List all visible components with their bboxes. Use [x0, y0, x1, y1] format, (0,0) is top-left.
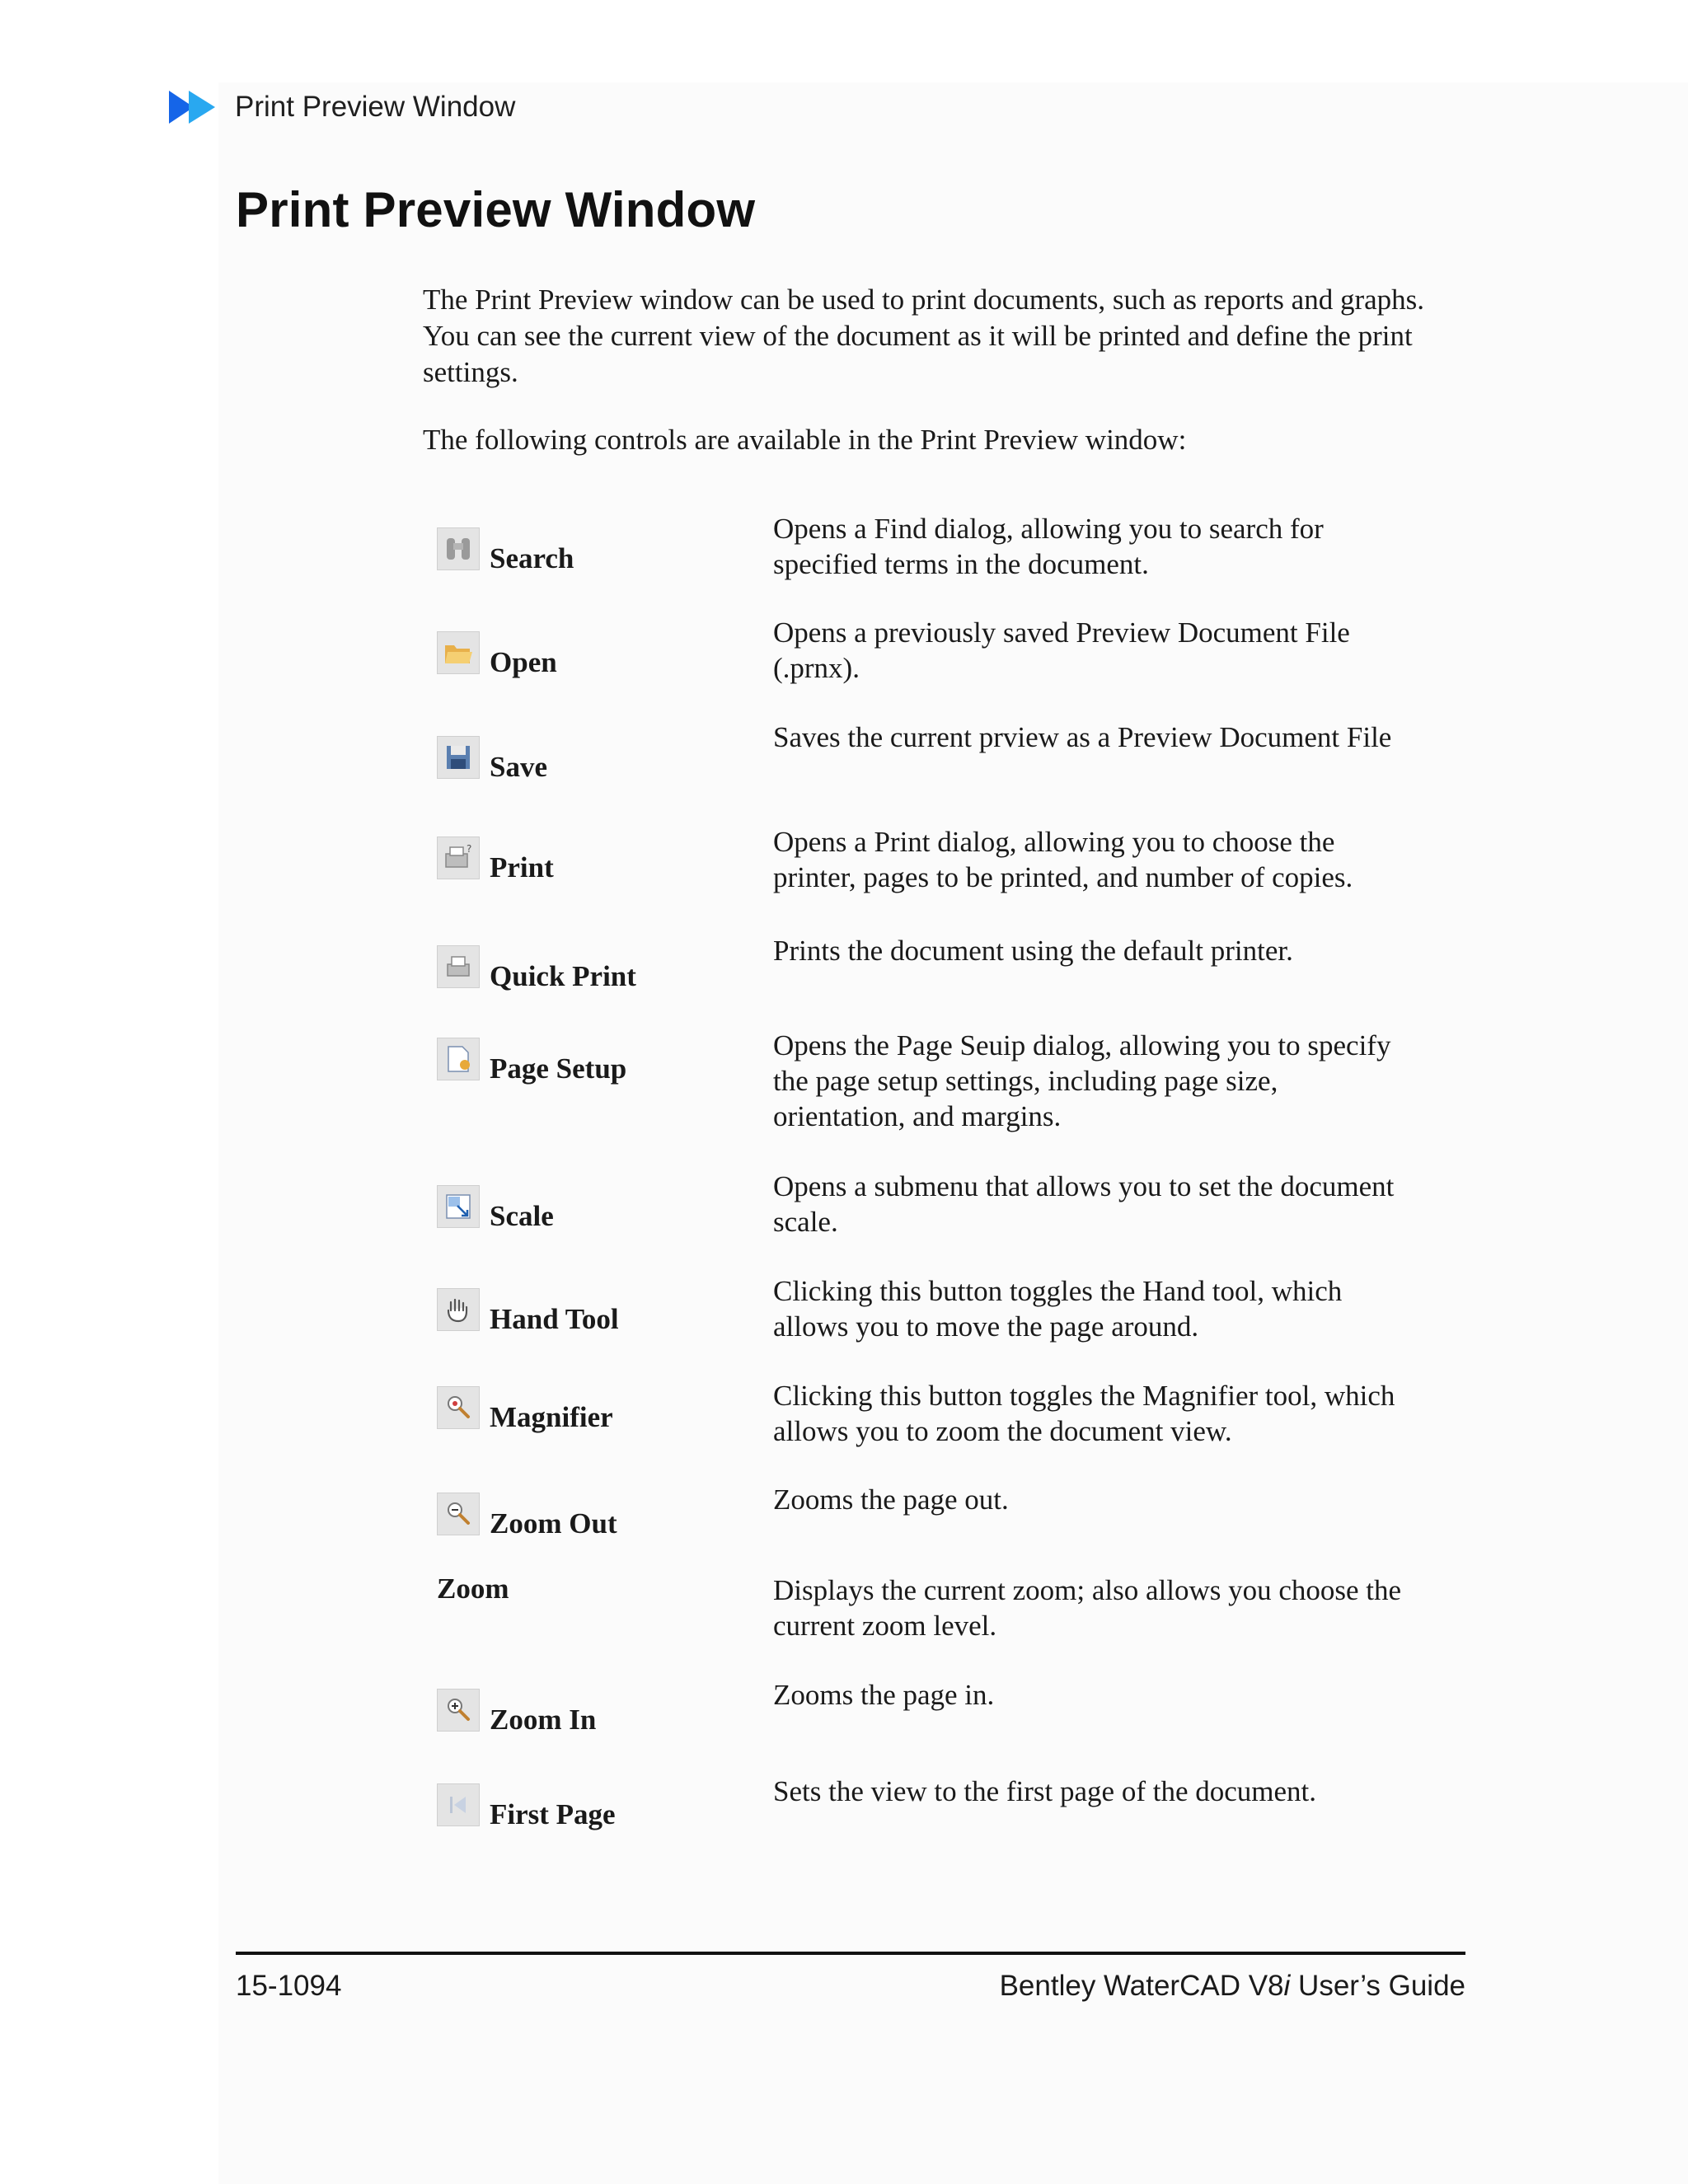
print-button[interactable] [437, 837, 554, 883]
description-quick-print: Prints the document using the default printer. [773, 935, 1293, 967]
description-print: Opens a Print dialog, allowing you to choose the printer, pages to be printed, and number of copies. [773, 826, 1353, 893]
page-setup-button[interactable] [437, 1038, 627, 1085]
zoom-in-icon [437, 1689, 480, 1732]
folder-open-icon [437, 631, 480, 674]
description-hand-tool: Clicking this button toggles the Hand tool, which allows you to move the page around. [773, 1275, 1343, 1343]
tool-label-first-page: First Page [490, 1798, 616, 1830]
footer-divider [236, 1952, 1465, 1955]
scale-button[interactable] [437, 1185, 554, 1232]
double-arrow-icon [169, 89, 222, 125]
guide-title-italic: i [1283, 1970, 1291, 2002]
tool-label-zoom: Zoom [437, 1572, 509, 1605]
zoom-combo[interactable] [437, 1572, 509, 1605]
svg-text:?: ? [467, 843, 472, 855]
zoom-out-icon [437, 1493, 480, 1535]
hand-icon [437, 1288, 480, 1331]
description-search: Opens a Find dialog, allowing you to search for specified terms in the document. [773, 513, 1324, 580]
printer-icon [437, 945, 480, 988]
page-number: 15-1094 [236, 1970, 342, 2002]
description-scale: Opens a submenu that allows you to set the document scale. [773, 1170, 1395, 1238]
description-zoom: Displays the current zoom; also allows you choose the current zoom level. [773, 1574, 1402, 1642]
tool-label-search: Search [490, 542, 574, 574]
printer-dialog-icon [437, 837, 480, 879]
description-zoom-out: Zooms the page out. [773, 1483, 1009, 1516]
binoculars-icon [437, 527, 480, 570]
magnifier-button[interactable] [437, 1386, 613, 1433]
zoom-in-button[interactable] [437, 1689, 597, 1736]
guide-title-suffix: User’s Guide [1290, 1970, 1465, 2002]
zoom-out-button[interactable] [437, 1493, 617, 1540]
tool-label-print: Print [490, 851, 554, 883]
description-first-page: Sets the view to the first page of the document. [773, 1775, 1317, 1807]
tool-label-zoom-out: Zoom Out [490, 1507, 617, 1540]
tool-label-scale: Scale [490, 1200, 554, 1232]
tool-label-save: Save [490, 751, 547, 783]
magnifier-icon [437, 1386, 480, 1429]
tool-label-quick-print: Quick Print [490, 960, 636, 992]
floppy-disk-icon [437, 736, 480, 779]
tool-label-page-setup: Page Setup [490, 1052, 627, 1085]
description-save: Saves the current prview as a Preview Document File [773, 721, 1392, 753]
first-page-icon [437, 1783, 480, 1826]
description-page-setup: Opens the Page Seuip dialog, allowing you to specify the page setup settings, including page size, orientation, and margins. [773, 1029, 1391, 1132]
quick-print-button[interactable] [437, 945, 636, 992]
intro-paragraph: The Print Preview window can be used to print documents, such as reports and graphs. You can see the current view of the document as it will be printed and define the print settings. [423, 284, 1425, 388]
tool-label-zoom-in: Zoom In [490, 1704, 597, 1736]
guide-title [1000, 1970, 1465, 2003]
guide-title-prefix: Bentley WaterCAD V8 [999, 1970, 1284, 2002]
first-page-button[interactable] [437, 1783, 616, 1830]
page-title: Print Preview Window [236, 182, 756, 237]
open-button[interactable] [437, 631, 557, 678]
header-section-label: Print Preview Window [235, 91, 516, 123]
save-button[interactable] [437, 736, 547, 783]
running-header [169, 87, 515, 127]
description-open: Opens a previously saved Preview Document File (.prnx). [773, 616, 1350, 684]
tool-label-hand-tool: Hand Tool [490, 1303, 619, 1335]
lead-paragraph: The following controls are available in the Print Preview window: [423, 424, 1187, 456]
tool-label-open: Open [490, 646, 557, 678]
page-setup-icon [437, 1038, 480, 1080]
hand-tool-button[interactable] [437, 1288, 619, 1335]
description-zoom-in: Zooms the page in. [773, 1679, 995, 1711]
tool-label-magnifier: Magnifier [490, 1401, 613, 1433]
search-button[interactable] [437, 527, 574, 574]
scale-icon [437, 1185, 480, 1228]
description-magnifier: Clicking this button toggles the Magnifier tool, which allows you to zoom the document view. [773, 1380, 1395, 1447]
